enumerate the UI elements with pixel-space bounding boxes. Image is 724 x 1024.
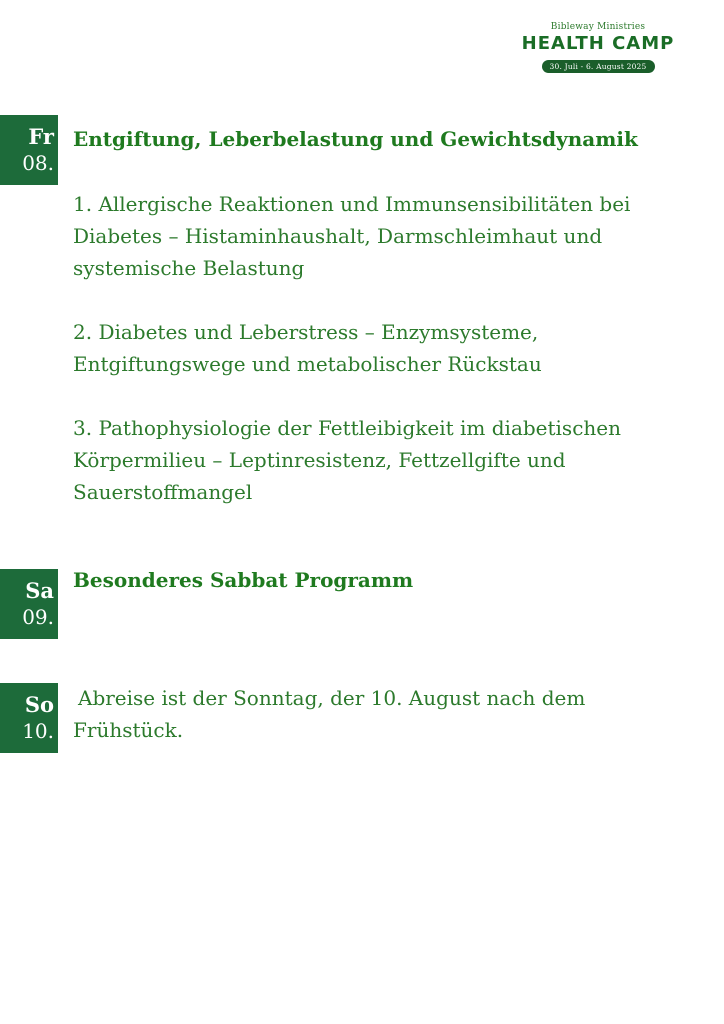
date-label: 09. (22, 605, 54, 629)
day-badge-friday (0, 115, 58, 185)
day-title: Besonderes Sabbat Programm (73, 568, 414, 592)
day-badge-sunday (0, 683, 58, 753)
weekday-label: So (24, 692, 54, 717)
day-content-saturday (73, 565, 673, 595)
organization-name: Bibleway Ministries (550, 22, 646, 32)
agenda-item: 2. Diabetes und Leberstress – Enzymsysteme, Entgiftungswege und metabolischer Rückstau (73, 320, 542, 376)
agenda-item: 3. Pathophysiologie der Fettleibigkeit im diabetischen Körpermilieu – Leptinresistenz, Fettzellgifte und Sauerstoffmangel (73, 416, 621, 504)
date-label: 10. (22, 719, 54, 743)
day-content-sunday (73, 682, 633, 746)
agenda-item: 1. Allergische Reaktionen und Immunsensibilitäten bei Diabetes – Histaminhaushalt, Darmschleimhaut und systemische Belastung (73, 192, 631, 280)
day-badge-saturday (0, 569, 58, 639)
day-title: Entgiftung, Leberbelastung und Gewichtsdynamik (73, 127, 638, 151)
departure-note: Abreise ist der Sonntag, der 10. August nach dem Frühstück. (73, 686, 586, 742)
day-content-friday (73, 124, 673, 508)
weekday-label: Sa (25, 578, 54, 603)
event-title: HEALTH CAMP (521, 33, 675, 54)
event-logo (514, 22, 682, 73)
event-dates-badge: 30. Juli - 6. August 2025 (542, 60, 655, 73)
weekday-label: Fr (28, 124, 54, 149)
date-label: 08. (22, 151, 54, 175)
